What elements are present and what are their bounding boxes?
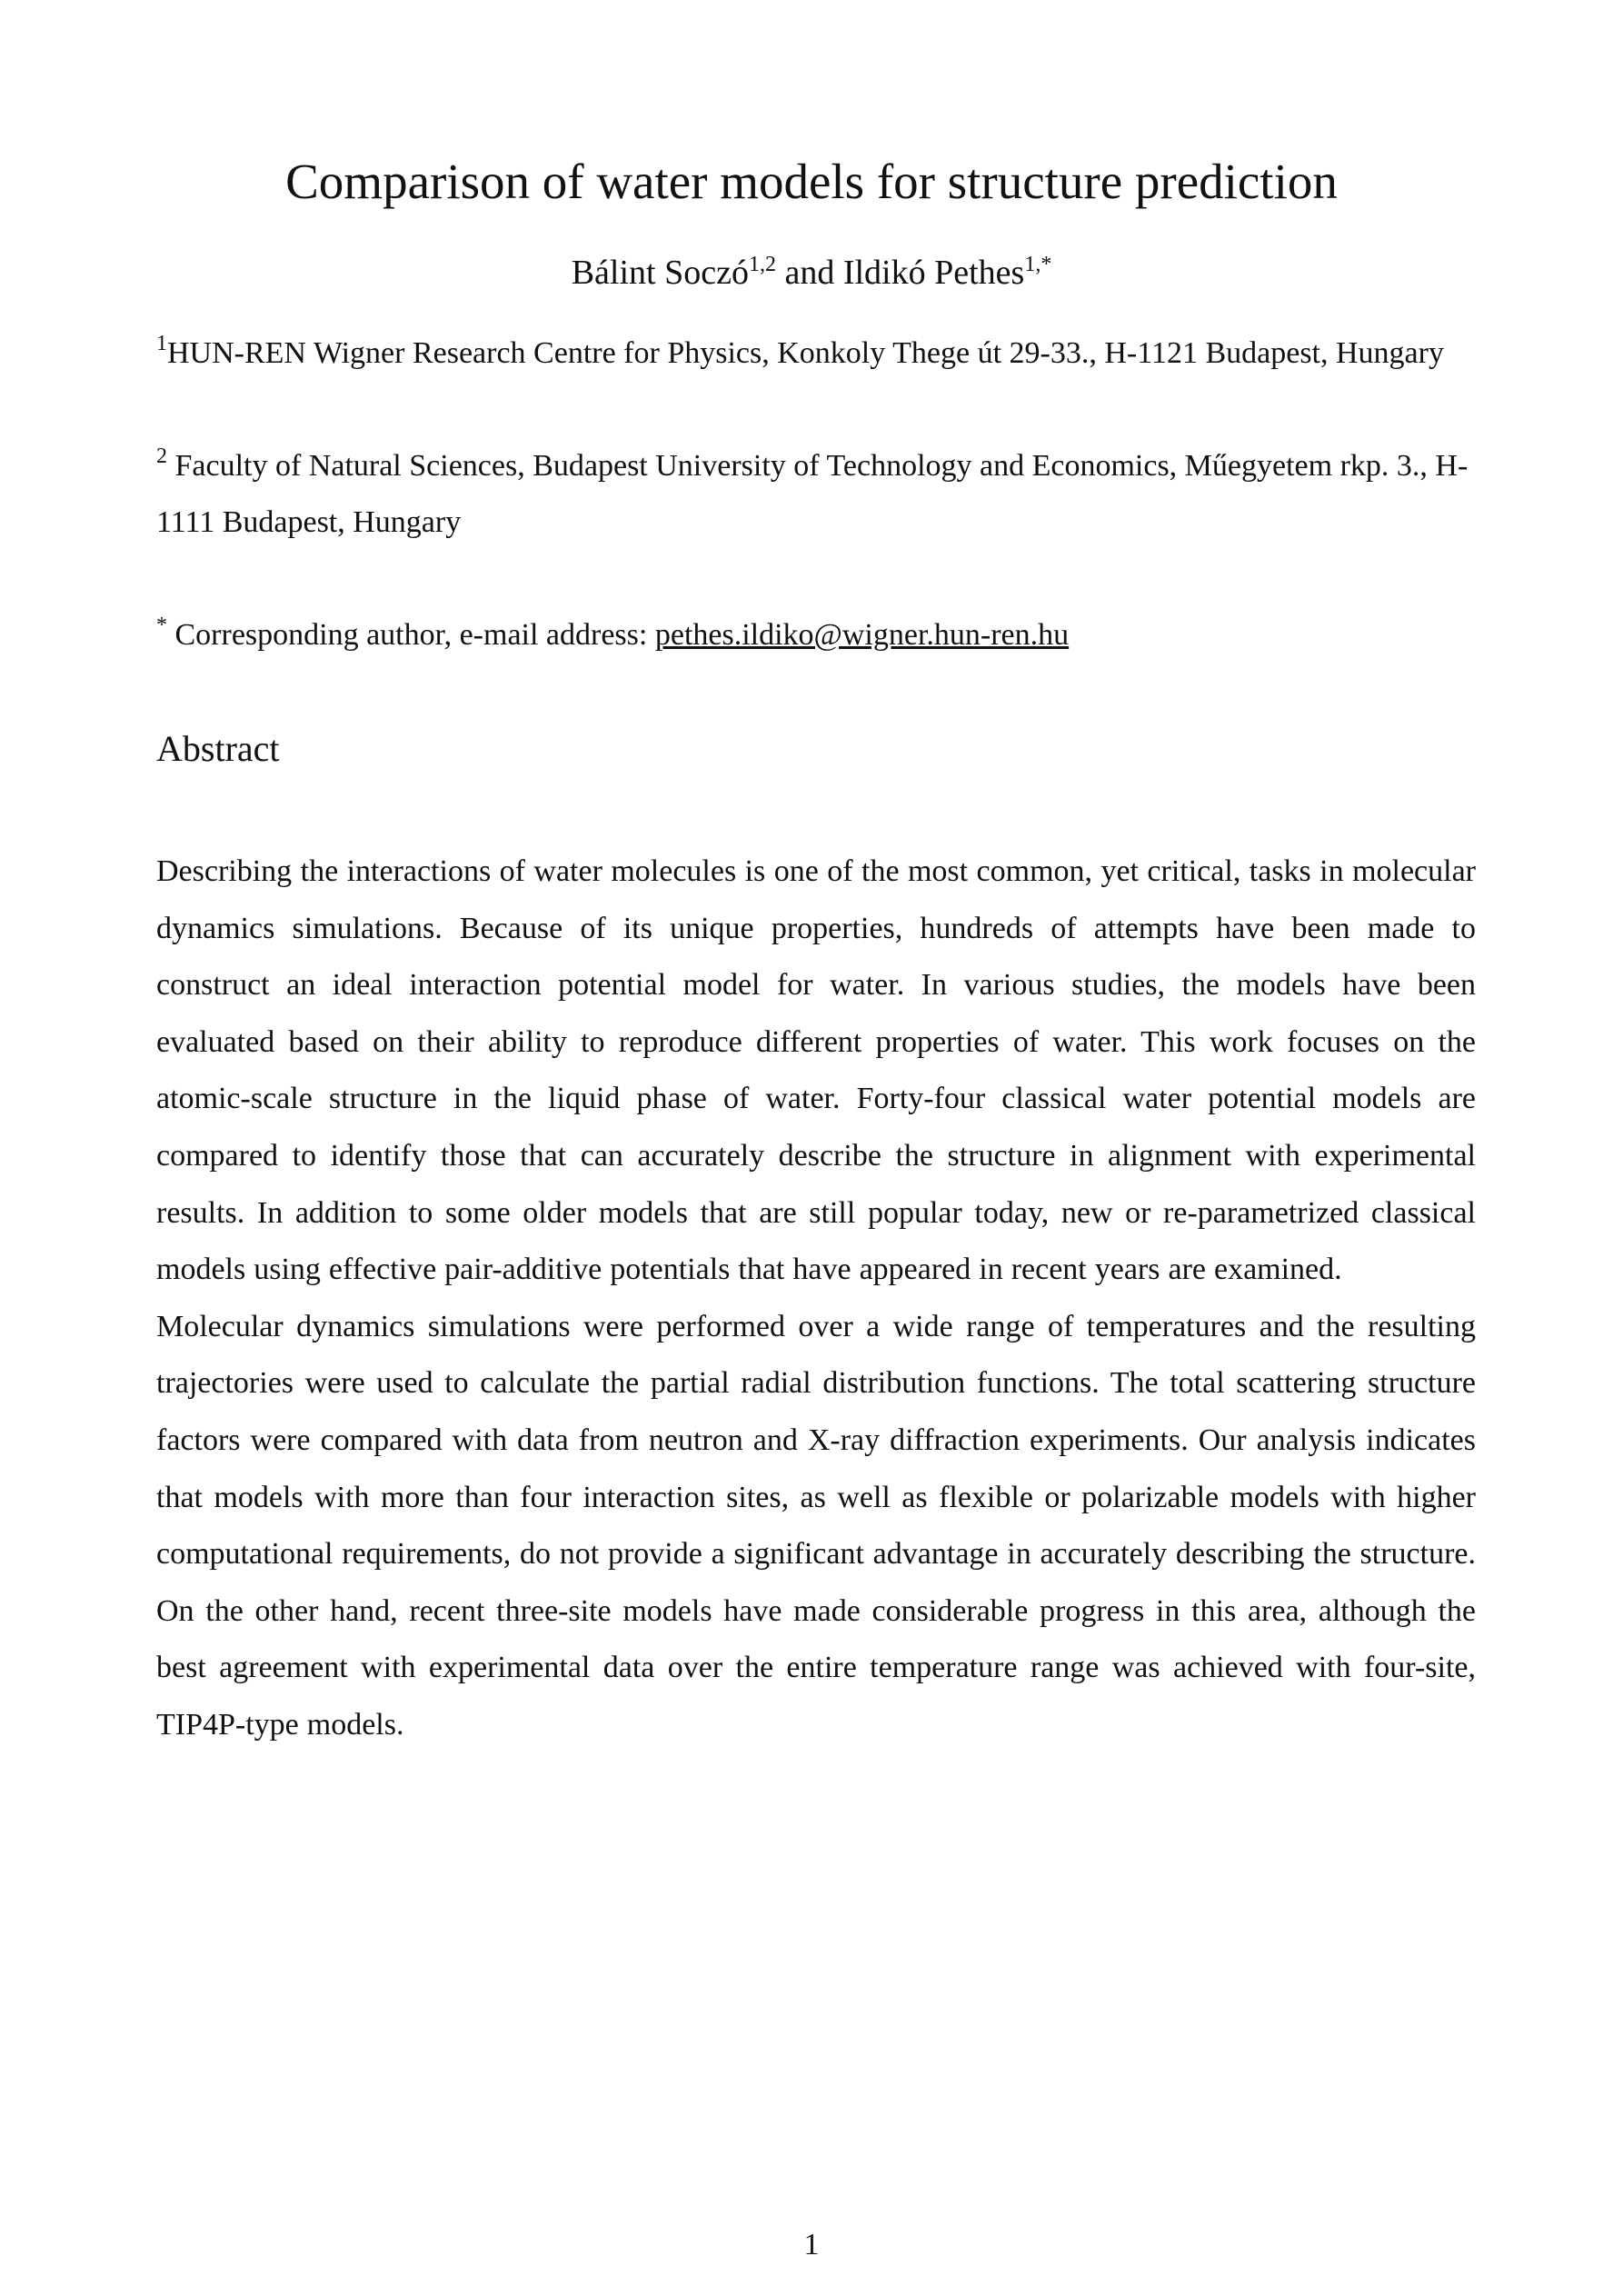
page-number: 1 bbox=[803, 2228, 820, 2261]
abstract-body bbox=[156, 844, 1476, 1754]
abstract-heading: Abstract bbox=[156, 728, 280, 769]
corresponding-label: Corresponding author, e-mail address: bbox=[174, 618, 648, 652]
author-name: Ildikó Pethes bbox=[842, 254, 1025, 292]
author-affiliation-mark: 1,* bbox=[1024, 253, 1052, 276]
affiliation-mark: 1 bbox=[156, 332, 167, 355]
affiliation-text: HUN-REN Wigner Research Centre for Physics, Konkoly Thege út 29-33., H-1121 Budapest, Hungary bbox=[167, 336, 1444, 370]
paper-title: Comparison of water models for structure prediction bbox=[285, 154, 1338, 209]
corresponding-email-link[interactable]: pethes.ildiko@wigner.hun-ren.hu bbox=[654, 618, 1070, 652]
affiliation-2 bbox=[156, 438, 1474, 551]
author-name: Bálint Soczó bbox=[571, 254, 749, 292]
abstract-paragraph: Molecular dynamics simulations were performed over a wide range of temperatures and the resulting trajectories were used to calculate the partial radial distribution functions. The total scattering structure factors were compared with data from neutron and X-ray diffraction experiments. Our analysis indicates that models with more than four interaction sites, as well as flexible or polarizable models with higher computational requirements, do not provide a significant advantage in accurately describing the structure. On the other hand, recent three-site models have made considerable progress in this area, although the best agreement with experimental data over the entire temperature range was achieved with four-site, TIP4P-type models. bbox=[156, 1309, 1476, 1742]
affiliation-mark: 2 bbox=[156, 444, 167, 468]
author-line bbox=[0, 245, 1623, 300]
author-joiner: and bbox=[784, 254, 835, 292]
corresponding-author-note bbox=[156, 607, 1474, 664]
corresponding-mark: * bbox=[156, 614, 167, 637]
author-affiliation-mark: 1,2 bbox=[748, 253, 776, 276]
affiliation-text: Faculty of Natural Sciences, Budapest University of Technology and Economics, Műegyetem rkp. 3., H-1111 Budapest, Hungary bbox=[156, 449, 1469, 539]
abstract-paragraph: Describing the interactions of water molecules is one of the most common, yet critical, tasks in molecular dynamics simulations. Because of its unique properties, hundreds of attempts have been made to construct an ideal interaction potential model for water. In various studies, the models have been evaluated based on their ability to reproduce different properties of water. This work focuses on the atomic-scale structure in the liquid phase of water. Forty-four classical water potential models are compared to identify those that can accurately describe the structure in alignment with experimental results. In addition to some older models that are still popular today, new or re-parametrized classical models using effective pair-additive potentials that have appeared in recent years are examined. bbox=[156, 854, 1476, 1287]
affiliation-1 bbox=[156, 325, 1474, 382]
